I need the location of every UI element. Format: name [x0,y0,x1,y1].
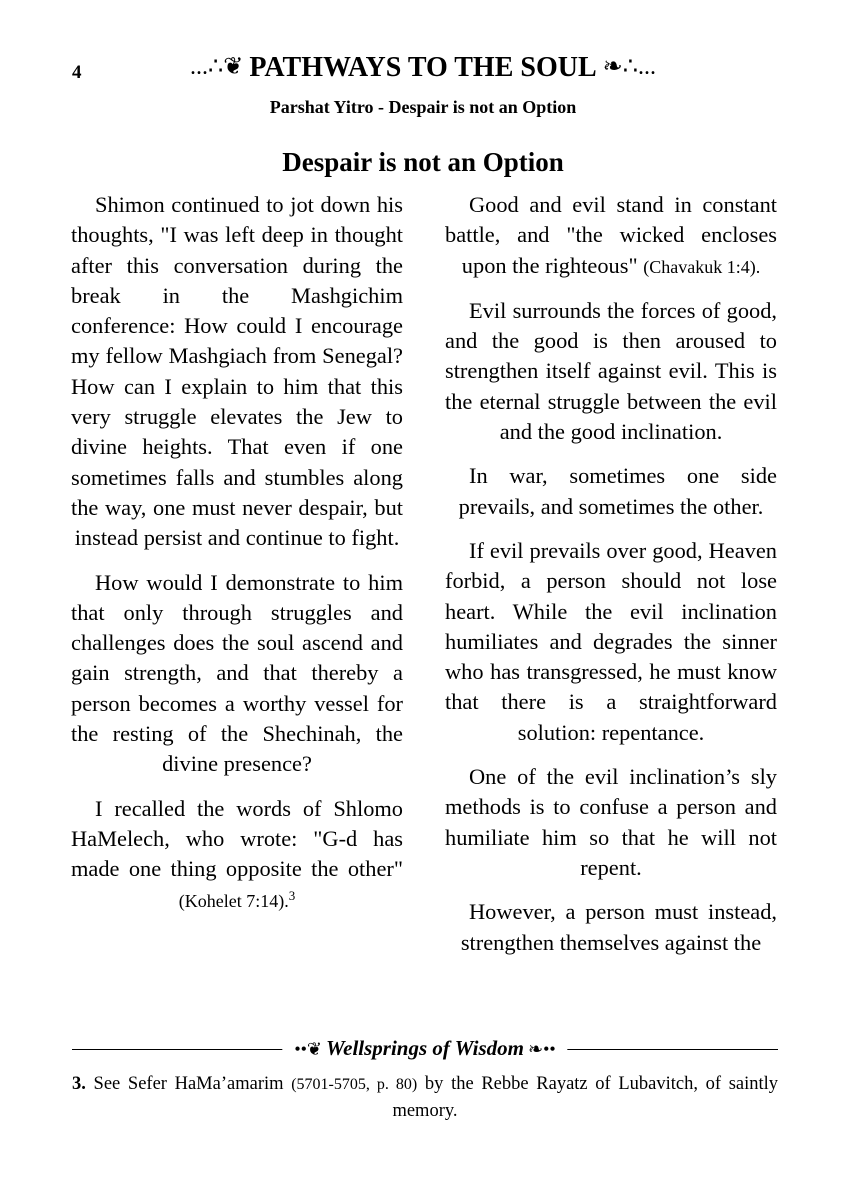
ornament-left-icon: ...∴❦ [189,54,244,80]
divider-text: Wellsprings of Wisdom [326,1036,524,1060]
divider-banner [282,1036,567,1061]
paragraph: How would I demonstrate to him that only through struggles and challenges does the soul ascend and gain strength, and that thereby a person becomes a worthy vessel for the resting of the Shechinah, the divine presence? [71,569,403,777]
running-head [0,52,846,84]
left-column [71,190,403,930]
paragraph-text: I recalled the words of Shlomo HaMelech, who wrote: "G-d has made one thing opposite the other" [71,795,403,882]
citation: (Kohelet 7:14). [178,890,289,911]
paragraph-text: Good and evil stand in constant battle, and "the wicked encloses upon the righteous" [445,192,777,278]
ornament-right-icon: ❧∴... [602,54,657,80]
footnote-divider [72,1036,778,1062]
paragraph [445,190,777,282]
paragraph: If evil prevails over good, Heaven forbid, a person should not lose heart. While the evil inclination humiliates and degrades the sinner who has transgressed, he must know that there is a straightforward solution: repentance. [445,537,777,745]
paragraph: One of the evil inclination’s sly methods is to confuse a person and humiliate him so that he will not repent. [445,764,777,880]
footnote-number: 3. [72,1074,86,1094]
footnote [72,1071,778,1124]
page-subtitle: Parshat Yitro - Despair is not an Option [269,97,577,117]
page-number: 4 [72,62,82,83]
footnote-text: by the Rebbe Rayatz of Lubavitch, of saintly memory. [392,1074,779,1121]
footnote-text: See Sefer HaMa’amarim [93,1074,284,1094]
paragraph: However, a person must instead, strengthen themselves against the [460,899,777,955]
right-column [445,190,777,972]
paragraph: Shimon continued to jot down his thoughts, "I was left deep in thought after this conversation during the break in the Mashgichim conference: How could I encourage my fellow Mashgiach from Senegal? How can I explain to him that this very struggle elevates the Jew to divine heights. That even if one sometimes falls and stumbles along the way, one must never despair, but instead persist and continue to fight. [71,192,403,551]
divider-ornament-left-icon: ••❦ [294,1039,323,1059]
divider-ornament-right-icon: ❧•• [527,1039,556,1059]
paragraph [71,794,403,916]
running-title: PATHWAYS TO THE SOUL [249,52,597,83]
paragraph: In war, sometimes one side prevails, and sometimes the other. [458,463,777,519]
paragraph: Evil surrounds the forces of good, and the good is then aroused to strengthen itself against evil. This is the eternal struggle between the evil and the good inclination. [445,297,777,445]
citation: (Chavakuk 1:4). [643,256,761,277]
article-title: Despair is not an Option [282,147,564,177]
footnote-ref[interactable]: 3 [288,887,296,903]
footnote-citation: (5701-5705, p. 80) [291,1076,418,1093]
